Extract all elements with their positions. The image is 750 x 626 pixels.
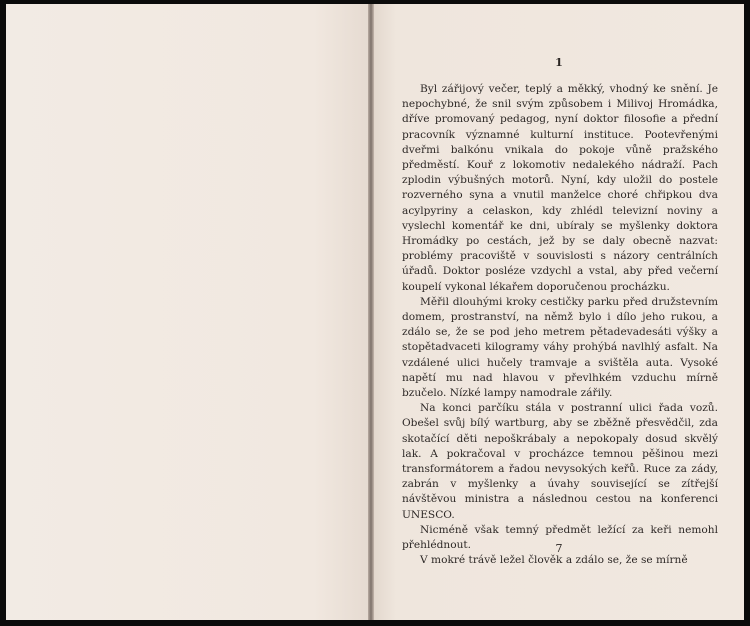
page-number: 7 xyxy=(555,542,563,555)
paragraph: Nicméně však temný předmět ležící za keři nemohl přehlédnout. xyxy=(402,523,718,552)
chapter-number: 1 xyxy=(555,56,563,69)
book-spread xyxy=(6,4,744,620)
right-page xyxy=(374,4,744,620)
paragraph: Měřil dlouhými kroky cestičky parku před družstevním domem, prostranství, na němž bylo i dílo jeho rukou, a zdálo se, že se pod jeho metrem pětadevadesáti výšky a stopětadvaceti kilogramy váhy prohýbá navlhlý asfalt. Na vzdálené ulici hučely tramvaje a svištěla auta. Vysoké napětí mu nad hlavou v převlhkém vzduchu mírně bzučelo. Nízké lampy namodrale zářily. xyxy=(402,295,718,400)
paragraph: Byl zářijový večer, teplý a měkký, vhodný ke snění. Je nepochybné, že snil svým způsobem i Milivoj Hromádka, dříve promovaný pedagog, nyní doktor filosofie a přední pracovník významné kulturní instituce. Pootevřenými dveřmi balkónu vnikala do pokoje vůně pražského předměstí. Kouř z lokomotiv nedalekého nádraží. Pach zplodin výbušných motorů. Nyní, kdy uložil do postele rozverného syna a vnutil manželce choré chřipkou dva acylpyriny a celaskon, kdy zhlédl televizní noviny a vyslechl komentář ke dni, ubíraly se myšlenky doktora Hromádky po cestách, jež by se daly obecně nazvat: problémy pracoviště v souvislosti s názory centrálních úřadů. Doktor posléze vzdychl a vstal, aby před večerní koupelí vykonal lékařem doporučenou procházku. xyxy=(402,83,718,293)
paragraph: V mokré trávě ležel člověk a zdálo se, že se mírně xyxy=(420,554,688,567)
left-page-blank xyxy=(6,4,368,620)
body-text xyxy=(402,82,718,569)
paragraph: Na konci parčíku stála v postranní ulici řada vozů. Obešel svůj bílý wartburg, aby se zběžně přesvědčil, zda skotačící děti nepoškrábaly a nepokopaly dosud skvělý lak. A pokračoval v procházce temnou pěšinou mezi transformátorem a řadou nevysokých keřů. Ruce za zády, zabrán v myšlenky a úvahy související se zítřejší návštěvou ministra a následnou cestou na konferenci UNESCO. xyxy=(402,402,718,521)
